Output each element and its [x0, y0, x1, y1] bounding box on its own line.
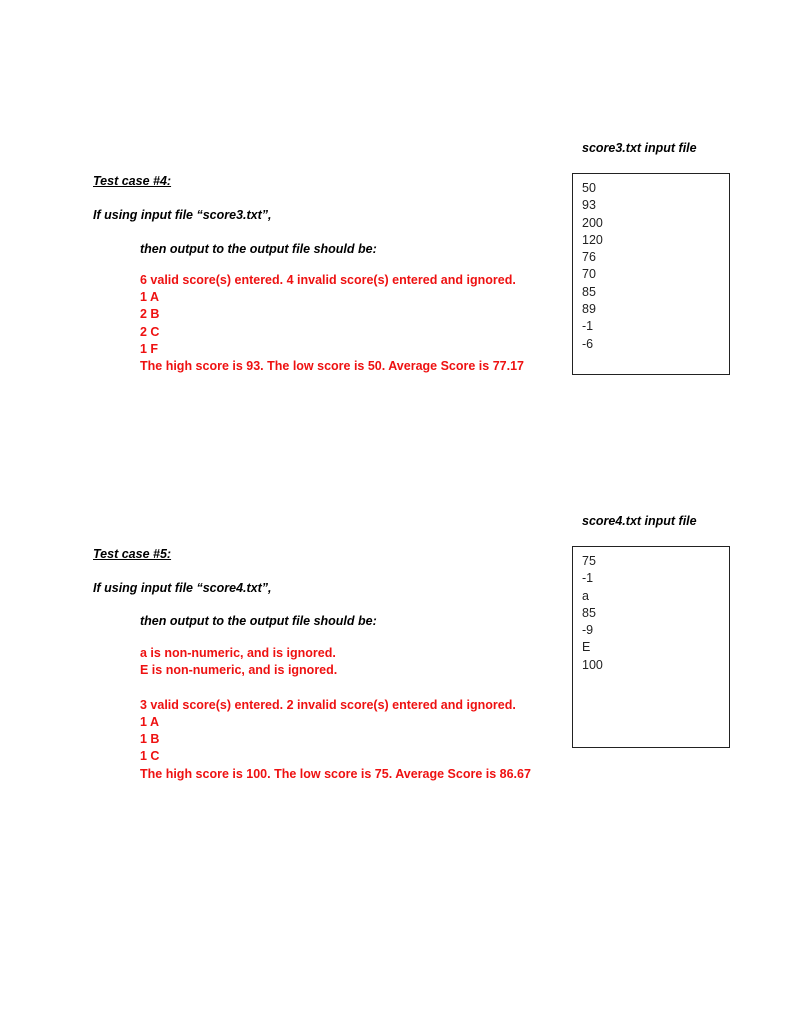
output-stats: The high score is 93. The low score is 50. Average Score is 77.17: [140, 359, 524, 373]
output-grade-count: 1 C: [140, 749, 160, 763]
file-entry: -1: [582, 571, 594, 586]
output-grade-count: 2 B: [140, 307, 160, 321]
file-entry: 75: [582, 554, 596, 568]
output-grade-count: 1 A: [140, 290, 159, 304]
output-grade-count: 1 A: [140, 715, 159, 729]
output-summary: 6 valid score(s) entered. 4 invalid score(s) entered and ignored.: [140, 273, 516, 287]
file-entry: -9: [582, 623, 594, 638]
file-entry: 50: [582, 181, 596, 195]
file-entry: E: [582, 640, 591, 655]
output-intro: then output to the output file should be:: [140, 614, 377, 628]
output-grade-count: 2 C: [140, 325, 160, 339]
input-file-title: score3.txt input file: [582, 141, 697, 155]
test-case-heading: Test case #4:: [93, 174, 172, 188]
output-grade-count: 1 F: [140, 342, 159, 356]
file-entry: 93: [582, 198, 596, 213]
input-file-box: [572, 546, 730, 748]
input-file-line: If using input file “score4.txt”,: [93, 581, 272, 595]
file-entry: 120: [582, 232, 603, 247]
output-summary: 3 valid score(s) entered. 2 invalid score(s) entered and ignored.: [140, 698, 516, 712]
non-numeric-message: E is non-numeric, and is ignored.: [140, 663, 338, 677]
file-entry: 100: [582, 657, 603, 672]
input-file-box: [572, 173, 730, 375]
output-stats: The high score is 100. The low score is 75. Average Score is 86.67: [140, 767, 531, 781]
file-entry: 85: [582, 284, 596, 299]
file-entry: 89: [582, 302, 596, 317]
output-intro: then output to the output file should be:: [140, 242, 377, 256]
non-numeric-message: a is non-numeric, and is ignored.: [140, 646, 336, 660]
output-grade-count: 1 B: [140, 732, 160, 746]
file-entry: a: [582, 588, 589, 603]
test-case-heading: Test case #5:: [93, 547, 172, 561]
file-entry: -1: [582, 319, 594, 334]
file-entry: 76: [582, 250, 596, 265]
file-entry: 200: [582, 215, 603, 230]
file-entry: 70: [582, 267, 596, 282]
file-entry: 85: [582, 605, 596, 620]
input-file-title: score4.txt input file: [582, 514, 697, 528]
file-entry: -6: [582, 336, 594, 351]
input-file-line: If using input file “score3.txt”,: [93, 208, 272, 222]
